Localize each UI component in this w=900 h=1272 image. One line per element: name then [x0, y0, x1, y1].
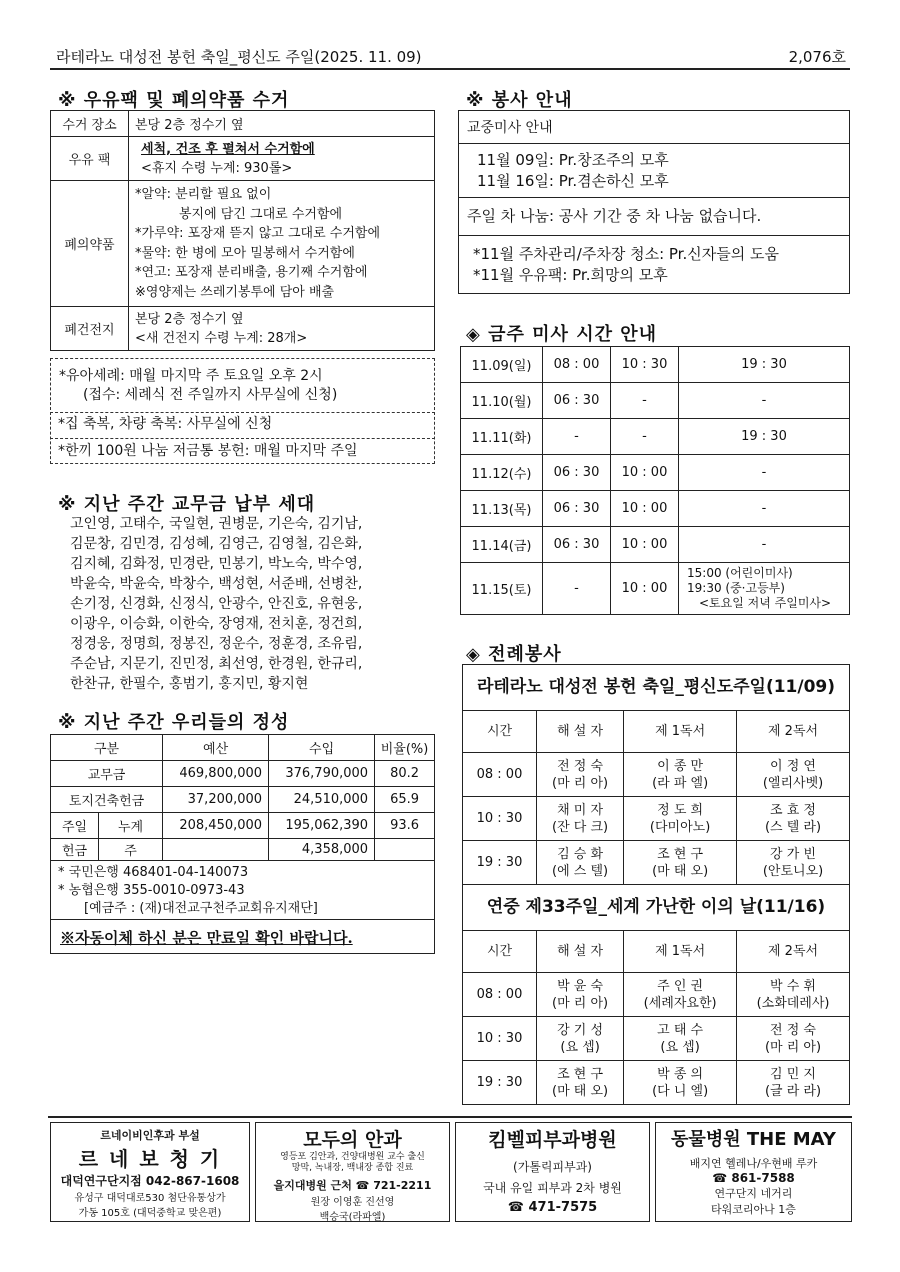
name-line: 박윤숙, 박윤숙, 박창수, 백성현, 서준배, 선병찬, — [70, 576, 363, 592]
dues-names — [70, 514, 450, 694]
time: 08 : 00 — [463, 973, 537, 1017]
liturgy-week-title: 라테라노 대성전 봉헌 축일_평신도주일(11/09) — [463, 665, 850, 711]
row-value: *알약: 분리할 필요 없이 — [135, 187, 272, 202]
ad-hearing-aid — [50, 1122, 250, 1222]
time: 06 : 30 — [543, 527, 611, 563]
minister: 이 종 만 — [657, 758, 704, 774]
time: 19 : 30 — [463, 841, 537, 885]
time: 10 : 00 — [611, 527, 679, 563]
minister: 정 도 희 — [657, 802, 704, 818]
time: - — [543, 419, 611, 455]
notice-line: *유아세례: 매월 마지막 주 토요일 오후 2시 — [59, 368, 323, 384]
cell: 37,200,000 — [163, 787, 269, 813]
bulletin-title: 라테라노 대성전 봉헌 축일_평신도 주일(2025. 11. 09) — [56, 48, 422, 66]
minister: 주 인 권 — [657, 978, 704, 994]
row-label: 폐건전지 — [51, 307, 129, 351]
baptism-name: (안토니오) — [762, 863, 824, 879]
row-value: 봉지에 담긴 그대로 수거함에 — [179, 206, 343, 222]
time: 19 : 30 — [679, 347, 850, 383]
tea-share: 주일 차 나눔: 공사 기간 중 차 나눔 없습니다. — [467, 207, 762, 225]
name-line: 김문창, 김민경, 김성혜, 김영근, 김영철, 김은화, — [70, 536, 363, 552]
baptism-name: (마 태 오) — [552, 1083, 609, 1099]
time: 10 : 30 — [611, 347, 679, 383]
minister: 고 태 수 — [657, 1022, 704, 1038]
baptism-name: (마 리 아) — [764, 1039, 822, 1055]
col-header: 제 2독서 — [737, 931, 850, 973]
ad-text: 을지대병원 근처 ☎ 721-2211 — [273, 1179, 432, 1192]
col-header: 해 설 자 — [537, 931, 624, 973]
baptism-name: (잔 다 크) — [552, 819, 609, 835]
mass-duty: 11월 16일: Pr.겸손하신 모후 — [477, 172, 669, 190]
row-value: <휴지 수령 누계: 930롤> — [141, 160, 293, 176]
col-header: 시간 — [463, 711, 537, 753]
ad-text: 원장 이영훈 진선영 — [310, 1197, 395, 1208]
day: 11.12(수) — [461, 455, 543, 491]
time: 19 : 30 — [679, 419, 850, 455]
row-value: ※영양제는 쓰레기봉투에 담아 배출 — [135, 284, 335, 300]
ad-text: 르 네 보 청 기 — [78, 1147, 222, 1171]
cell: 65.9 — [375, 787, 435, 813]
col-header: 예산 — [163, 735, 269, 761]
time: 19 : 30 — [463, 1061, 537, 1105]
minister: 박 윤 숙 — [557, 978, 604, 994]
baptism-name: (다 니 엘) — [652, 1083, 709, 1099]
baptism-name: (스 텔 라) — [764, 819, 822, 835]
ad-text: 동물병원 THE MAY — [671, 1129, 836, 1150]
minister: 강 가 빈 — [770, 846, 816, 862]
ad-text: 백승국(라파엘) — [319, 1212, 386, 1223]
name-line: 김지혜, 김화정, 민경란, 민봉기, 박노숙, 박수영, — [70, 556, 363, 572]
autopay-notice: ※자동이체 하신 분은 만료일 확인 바랍니다. — [60, 929, 353, 947]
name-line: 손기정, 신경화, 신정식, 안광수, 안진호, 유현웅, — [70, 596, 363, 612]
row-label: 우유 팩 — [51, 137, 129, 181]
name-line: 정경웅, 정명희, 정봉진, 정운수, 정훈경, 조유림, — [70, 636, 363, 652]
time: 06 : 30 — [543, 455, 611, 491]
time: - — [611, 383, 679, 419]
row-value: <새 건전지 수령 누계: 28개> — [135, 330, 308, 346]
bank-account: * 농협은행 355-0010-0973-43 — [58, 883, 245, 898]
parking-duty: *11월 주차관리/주차장 청소: Pr.신자들의 도움 — [473, 245, 779, 263]
row-label: 수거 장소 — [51, 111, 129, 137]
minister: 조 효 정 — [770, 802, 816, 818]
time: - — [679, 383, 850, 419]
time: 08 : 00 — [463, 753, 537, 797]
minister: 강 기 성 — [557, 1022, 604, 1038]
baptism-name: (요 셉) — [560, 1039, 600, 1055]
time: 10 : 00 — [611, 455, 679, 491]
day: 11.10(월) — [461, 383, 543, 419]
time: 10 : 00 — [611, 563, 679, 615]
ad-text: 모두의 안과 — [303, 1129, 402, 1151]
minister: 박 종 의 — [657, 1066, 704, 1082]
offering-section-title: ※ 지난 주간 우리들의 정성 — [58, 712, 290, 733]
time: 10 : 00 — [611, 491, 679, 527]
service-box — [458, 110, 850, 294]
baptism-name: (라 파 엘) — [652, 775, 709, 791]
row-value: 본당 2층 정수기 옆 — [129, 111, 435, 137]
cell: 469,800,000 — [163, 761, 269, 787]
minister: 김 승 화 — [557, 846, 604, 862]
cell: 누계 — [99, 813, 163, 839]
minister: 조 현 구 — [657, 846, 704, 862]
time: 06 : 30 — [543, 383, 611, 419]
cell: 교무금 — [51, 761, 163, 787]
row-value: 본당 2층 정수기 옆 — [135, 311, 244, 327]
baptism-name: (마 리 아) — [552, 995, 609, 1011]
ad-text: ☎ 861-7588 — [712, 1171, 795, 1185]
ad-dermatology — [455, 1122, 650, 1222]
minister: 조 현 구 — [557, 1066, 604, 1082]
time: 10 : 30 — [463, 797, 537, 841]
minister: 박 수 휘 — [770, 978, 816, 994]
service-section-title: ※ 봉사 안내 — [466, 90, 573, 111]
mass-duty: 11월 09일: Pr.창조주의 모후 — [477, 151, 669, 169]
col-header: 구분 — [51, 735, 163, 761]
ad-text: 르네이비인후과 부설 — [100, 1129, 200, 1142]
row-value: 세척, 건조 후 펼쳐서 수거함에 — [141, 141, 315, 157]
minister: 전 정 숙 — [770, 1022, 816, 1038]
name-line: 한찬규, 한필수, 홍범기, 홍지민, 황지현 — [70, 676, 309, 692]
name-line: 주순남, 지문기, 진민정, 최선영, 한경원, 한규리, — [70, 656, 363, 672]
day: 11.14(금) — [461, 527, 543, 563]
notice-line: *한끼 100원 나눔 저금통 봉헌: 매월 마지막 주일 — [58, 443, 358, 459]
liturgy-table — [462, 664, 850, 1105]
col-header: 제 1독서 — [624, 711, 737, 753]
ad-text: 영등포 김안과, 건양대병원 교수 출신 — [280, 1152, 425, 1162]
ad-text: (가톨릭피부과) — [513, 1160, 592, 1174]
ad-eye-clinic — [255, 1122, 450, 1222]
ad-text: 연구단지 네거리 — [714, 1187, 793, 1200]
cell: 주 — [99, 839, 163, 861]
minister: 전 정 숙 — [557, 758, 604, 774]
liturgy-week-title: 연중 제33주일_세계 가난한 이의 날(11/16) — [463, 885, 850, 931]
col-header: 수입 — [269, 735, 375, 761]
time: - — [679, 455, 850, 491]
cell: 93.6 — [375, 813, 435, 839]
day: 11.11(화) — [461, 419, 543, 455]
day: 11.09(일) — [461, 347, 543, 383]
time: - — [679, 491, 850, 527]
issue-number: 2,076호 — [788, 48, 846, 66]
notice-line: (접수: 세례식 전 주일까지 사무실에 신청) — [83, 387, 338, 403]
ad-text: ☎ 471-7575 — [507, 1200, 598, 1215]
col-header: 시간 — [463, 931, 537, 973]
time: - — [611, 419, 679, 455]
ad-text: 망막, 녹내장, 백내장 종합 진료 — [291, 1163, 414, 1173]
time: 10 : 30 — [463, 1017, 537, 1061]
cell: 주일 — [51, 813, 99, 839]
bank-account: * 국민은행 468401-04-140073 — [58, 865, 249, 880]
milk-section-title: ※ 우유팩 및 폐의약품 수거 — [58, 90, 290, 111]
time: 19:30 (중·고등부) — [687, 581, 785, 595]
name-line: 고인영, 고태수, 국일현, 권병문, 기은숙, 김기남, — [70, 516, 363, 532]
col-header: 비율(%) — [375, 735, 435, 761]
ad-text: 킴벨피부과병원 — [488, 1129, 617, 1151]
ad-text: 국내 유일 피부과 2차 병원 — [483, 1181, 622, 1195]
cell: 24,510,000 — [269, 787, 375, 813]
baptism-name: (글 라 라) — [764, 1083, 822, 1099]
page-header — [50, 44, 850, 70]
cell: 토지건축헌금 — [51, 787, 163, 813]
time: - — [679, 527, 850, 563]
col-header: 해 설 자 — [537, 711, 624, 753]
liturgy-title: ◈ 전례봉사 — [466, 644, 562, 665]
cell: 4,358,000 — [269, 839, 375, 861]
dues-section-title: ※ 지난 주간 교무금 납부 세대 — [58, 494, 316, 515]
minister: 김 민 지 — [770, 1066, 816, 1082]
day: 11.13(목) — [461, 491, 543, 527]
mass-times-table — [460, 346, 850, 615]
milk-table — [50, 110, 435, 351]
time: - — [543, 563, 611, 615]
ad-text: 배지연 헬레나/우현배 루카 — [689, 1157, 818, 1170]
row-value: *연고: 포장재 분리배출, 용기째 수거함에 — [135, 265, 368, 280]
name-line: 이광우, 이승화, 이한숙, 장영재, 전치훈, 정건희, — [70, 616, 363, 632]
cell: 195,062,390 — [269, 813, 375, 839]
account-holder: [예금주 : (재)대전교구천주교회유지재단] — [84, 901, 318, 916]
time: 06 : 30 — [543, 491, 611, 527]
baptism-name: (세례자요한) — [643, 995, 717, 1011]
baptism-name: (마 리 아) — [552, 775, 609, 791]
day: 11.15(토) — [461, 563, 543, 615]
milk-duty: *11월 우유팩: Pr.희망의 모후 — [473, 266, 668, 284]
offering-table — [50, 734, 435, 861]
ad-text: 가동 105호 (대덕중학교 맞은편) — [78, 1208, 222, 1219]
baptism-name: (엘리사벳) — [762, 775, 824, 791]
cell: 헌금 — [51, 839, 99, 861]
minister: 이 정 연 — [770, 758, 816, 774]
cell: 80.2 — [375, 761, 435, 787]
ad-text: 타워코리아나 1층 — [711, 1203, 796, 1216]
row-label: 폐의약품 — [51, 181, 129, 307]
time: <토요일 저녁 주일미사> — [699, 596, 832, 610]
row-value: *가루약: 포장재 뜯지 않고 그대로 수거함에 — [135, 226, 381, 241]
cell: 208,450,000 — [163, 813, 269, 839]
time: 08 : 00 — [543, 347, 611, 383]
mass-times-title: ◈ 금주 미사 시간 안내 — [466, 324, 658, 345]
cell: 376,790,000 — [269, 761, 375, 787]
baptism-name: (다미아노) — [649, 819, 711, 835]
col-header: 제 1독서 — [624, 931, 737, 973]
baptism-name: (에 스 텔) — [552, 863, 609, 879]
mass-label: 교중미사 안내 — [467, 120, 553, 136]
ad-text: 대덕연구단지점 042-867-1608 — [60, 1174, 240, 1188]
baptism-name: (요 셉) — [660, 1039, 700, 1055]
row-value: *물약: 한 병에 모아 밀봉해서 수거함에 — [135, 245, 355, 261]
notice-line: *집 축복, 차량 축복: 사무실에 신청 — [58, 416, 273, 432]
col-header: 제 2독서 — [737, 711, 850, 753]
minister: 채 미 자 — [557, 802, 604, 818]
time: 15:00 (어린이미사) — [687, 566, 793, 580]
baptism-name: (소화데레사) — [756, 995, 830, 1011]
ad-animal-hospital — [655, 1122, 852, 1222]
ad-text: 유성구 대덕대로530 첨단유통상가 — [74, 1193, 226, 1204]
baptism-name: (마 태 오) — [652, 863, 709, 879]
